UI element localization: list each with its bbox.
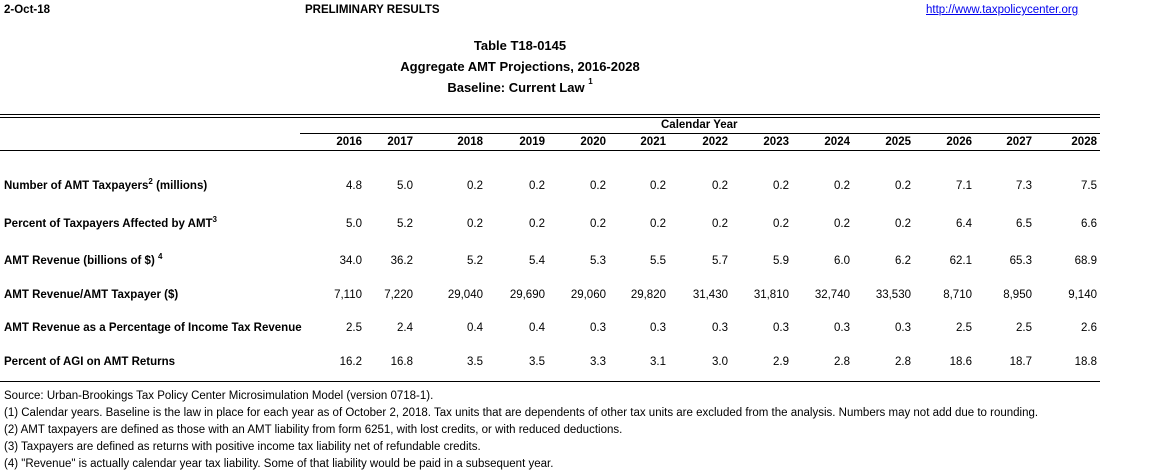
- year-header: 2017: [387, 136, 413, 148]
- table-cell: 2.8: [834, 356, 850, 368]
- table-cell: 0.3: [712, 322, 728, 334]
- table-cell: 18.6: [949, 356, 972, 368]
- table-cell: 7,220: [384, 289, 413, 301]
- table-cell: 5.7: [712, 255, 728, 267]
- table-cell: 6.5: [1016, 218, 1032, 230]
- year-header: 2021: [640, 136, 666, 148]
- table-cell: 6.2: [895, 255, 911, 267]
- row-label: [4, 177, 208, 192]
- table-cell: 8,950: [1003, 289, 1032, 301]
- table-cell: 62.1: [949, 255, 972, 267]
- footnote: (1) Calendar years. Baseline is the law in place for each year as of October 2, 2018. Tax units that are dependents of other tax units are excluded from the analysis. Numbers may not add due to rounding.: [4, 407, 1039, 419]
- table-cell: 5.2: [397, 218, 413, 230]
- row-label-text: Percent of AGI on AMT Returns: [4, 356, 176, 368]
- header-rule: [0, 150, 1100, 151]
- year-header: 2019: [519, 136, 545, 148]
- status-label: PRELIMINARY RESULTS: [305, 4, 440, 16]
- table-cell: 2.5: [956, 322, 972, 334]
- table-cell: 18.8: [1074, 356, 1097, 368]
- footnote: (3) Taxpayers are defined as returns with positive income tax liability net of refundable credits.: [4, 441, 481, 453]
- year-header: 2016: [336, 136, 362, 148]
- table-cell: 2.5: [346, 322, 362, 334]
- table-cell: 0.2: [590, 180, 606, 192]
- table-cell: 5.0: [397, 180, 413, 192]
- table-cell: 7.5: [1081, 180, 1097, 192]
- table-title: Aggregate AMT Projections, 2016-2028: [400, 59, 640, 74]
- row-label: [4, 289, 178, 301]
- table-cell: 5.0: [346, 218, 362, 230]
- table-cell: 6.0: [834, 255, 850, 267]
- footnote-ref: 4: [157, 252, 163, 261]
- table-cell: 0.3: [895, 322, 911, 334]
- table-cell: 0.2: [650, 218, 666, 230]
- table-cell: 29,060: [570, 289, 606, 301]
- table-cell: 5.4: [529, 255, 545, 267]
- table-cell: 6.6: [1081, 218, 1097, 230]
- table-cell: 0.2: [467, 218, 483, 230]
- table-cell: 7,110: [334, 289, 362, 301]
- table-cell: 0.2: [773, 180, 789, 192]
- table-cell: 0.2: [712, 180, 728, 192]
- row-label-text: Percent of Taxpayers Affected by AMT: [4, 218, 213, 230]
- table-row: [0, 356, 1100, 372]
- row-label-text: AMT Revenue/AMT Taxpayer ($): [4, 289, 179, 301]
- year-header: 2018: [457, 136, 483, 148]
- top-rule: [0, 114, 1100, 115]
- source-note: Source: Urban-Brookings Tax Policy Center Microsimulation Model (version 0718-1).: [4, 390, 434, 402]
- footnote: (4) "Revenue" is actually calendar year tax liability. Some of that liability would be paid in a subsequent year.: [4, 458, 554, 470]
- table-cell: 2.5: [1016, 322, 1032, 334]
- group-header: Calendar Year: [661, 119, 738, 131]
- row-label: [4, 252, 163, 267]
- table-cell: 0.2: [834, 180, 850, 192]
- group-rule: [300, 133, 1100, 134]
- table-cell: 4.8: [346, 180, 362, 192]
- table-cell: 2.9: [773, 356, 789, 368]
- table-cell: 68.9: [1074, 255, 1097, 267]
- table-cell: 5.3: [590, 255, 606, 267]
- table-cell: 36.2: [390, 255, 413, 267]
- table-cell: 3.3: [590, 356, 606, 368]
- table-cell: 0.3: [590, 322, 606, 334]
- table-cell: 3.1: [650, 356, 666, 368]
- table-cell: 65.3: [1009, 255, 1032, 267]
- table-cell: 5.2: [467, 255, 483, 267]
- row-label-suffix: (millions): [152, 180, 208, 192]
- table-cell: 33,530: [875, 289, 911, 301]
- year-header: 2024: [824, 136, 850, 148]
- table-cell: 29,040: [447, 289, 483, 301]
- table-row: [0, 252, 1100, 271]
- table-cell: 0.4: [467, 322, 483, 334]
- table-cell: 0.2: [895, 218, 911, 230]
- year-header: 2028: [1071, 136, 1097, 148]
- baseline-footnote-ref: 1: [588, 77, 593, 86]
- table-cell: 5.5: [650, 255, 666, 267]
- report-date: 2-Oct-18: [4, 4, 51, 16]
- table-cell: 0.2: [712, 218, 728, 230]
- table-id: Table T18-0145: [473, 38, 567, 53]
- row-label: [4, 356, 175, 368]
- table-cell: 0.2: [467, 180, 483, 192]
- table-cell: 2.8: [895, 356, 911, 368]
- table-cell: 29,820: [630, 289, 666, 301]
- table-cell: 32,740: [814, 289, 850, 301]
- table-row: [0, 289, 1100, 305]
- table-cell: 31,810: [753, 289, 789, 301]
- table-cell: 0.3: [834, 322, 850, 334]
- table-cell: 6.4: [956, 218, 972, 230]
- row-label-text: AMT Revenue as a Percentage of Income Tax Revenue: [4, 322, 302, 334]
- year-header: 2023: [763, 136, 789, 148]
- table-cell: 0.2: [650, 180, 666, 192]
- footnote: (2) AMT taxpayers are defined as those with an AMT liability from form 6251, with lost credits, or with reduced deductions.: [4, 424, 623, 436]
- table-cell: 18.7: [1009, 356, 1032, 368]
- website-link[interactable]: http://www.taxpolicycenter.org: [926, 4, 1079, 16]
- table-cell: 7.3: [1016, 180, 1032, 192]
- table-cell: 0.2: [895, 180, 911, 192]
- year-header: 2027: [1006, 136, 1032, 148]
- table-cell: 7.1: [956, 180, 972, 192]
- table-cell: 3.5: [529, 356, 545, 368]
- table-cell: 0.2: [590, 218, 606, 230]
- year-header: 2026: [946, 136, 972, 148]
- year-header: 2020: [580, 136, 606, 148]
- table-cell: 8,710: [943, 289, 972, 301]
- table-row: [0, 322, 1100, 338]
- baseline-text: Baseline: Current Law: [447, 80, 585, 95]
- row-label-text: AMT Revenue (billions of $): [4, 255, 158, 267]
- table-cell: 2.4: [397, 322, 413, 334]
- table-cell: 9,140: [1068, 289, 1097, 301]
- table-row: [0, 177, 1100, 196]
- table-cell: 2.6: [1081, 322, 1097, 334]
- table-cell: 29,690: [509, 289, 545, 301]
- bottom-rule: [0, 381, 1100, 382]
- table-cell: 0.2: [834, 218, 850, 230]
- table-cell: 16.8: [390, 356, 413, 368]
- row-label: [4, 322, 302, 334]
- table-cell: 0.2: [773, 218, 789, 230]
- row-label: [4, 215, 217, 230]
- footnote-ref: 2: [148, 177, 153, 186]
- table-cell: 0.2: [529, 180, 545, 192]
- table-row: [0, 215, 1100, 234]
- table-cell: 3.0: [712, 356, 728, 368]
- table-cell: 34.0: [339, 255, 362, 267]
- table-cell: 0.4: [529, 322, 545, 334]
- table-baseline: [0, 77, 1040, 95]
- table-cell: 3.5: [467, 356, 483, 368]
- top-rule-2: [0, 117, 1100, 118]
- year-header: 2022: [702, 136, 728, 148]
- row-label-text: Number of AMT Taxpayers: [4, 180, 149, 192]
- footnote-ref: 3: [212, 215, 217, 224]
- table-cell: 0.3: [773, 322, 789, 334]
- year-header: 2025: [885, 136, 911, 148]
- table-cell: 31,430: [692, 289, 728, 301]
- table-cell: 16.2: [339, 356, 362, 368]
- table-cell: 0.3: [650, 322, 666, 334]
- table-cell: 0.2: [529, 218, 545, 230]
- table-cell: 5.9: [773, 255, 789, 267]
